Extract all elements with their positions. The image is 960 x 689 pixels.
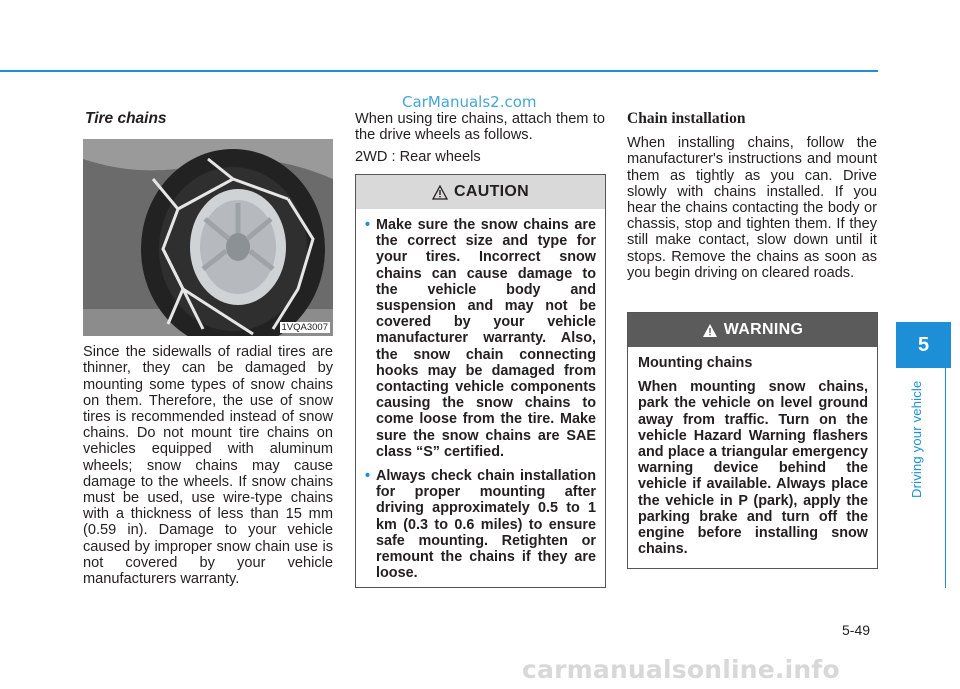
- top-rule: [0, 70, 878, 72]
- caution-triangle-icon: [432, 185, 448, 200]
- tire-chain-illustration: [83, 139, 333, 336]
- right-column: [627, 111, 877, 281]
- tire-chains-body: Since the sidewalls of radial tires are thinner, they can be damaged by mounting some types of snow chains on them. Therefore, the use of snow tires is recommended instead of snow chains. Do not mount tire chains on vehicles equipped with aluminum wheels; snow chains may cause damage to the wheels. If snow chains must be used, use wire-type chains with a thickness of less than 15 mm (0.59 in). Damage to your vehicle caused by improper snow chain use is not covered by your vehicle manufacturers warranty.: [83, 344, 333, 588]
- caution-box: [355, 174, 606, 588]
- caution-bullet-text: Always check chain installation for proper mounting after driving approximately 0.5 to 1 km (0.3 to 0.6 miles) to ensure safe mounting. Retighten or remount the chains if they are loose.: [376, 468, 596, 582]
- caution-bullet: [366, 217, 596, 460]
- middle-column: [355, 111, 605, 166]
- chapter-side-rule: [945, 368, 946, 588]
- bullet-dot-icon: •: [365, 468, 371, 485]
- caution-body: [356, 209, 605, 581]
- tire-chain-photo: [83, 139, 333, 336]
- warning-body: [628, 347, 877, 557]
- image-code-label: 1VQA3007: [281, 322, 328, 334]
- chain-installation-body: When installing chains, follow the manufacturer's instructions and mount them as tightly as you can. Drive slowly with chains installed. If you hear the chains contacting the body or chassis, stop and tighten them. If they still make contact, slow down until it stops. Remove the chains as soon as you begin driving on cleared roads.: [627, 135, 877, 281]
- warning-triangle-icon: [702, 323, 718, 338]
- caution-bullet: [366, 468, 596, 581]
- page-number: 5-49: [842, 622, 871, 638]
- caution-bullet-text: Make sure the snow chains are the correct size and type for your tires. Incorrect snow chains can cause damage to the vehicle body and suspension and may not be covered by your vehicle manufacturer warranty. Also, the snow chain connecting hooks may be damaged from contacting vehicle components causing the snow chains to come loose from the tire. Make sure the snow chains are SAE class “S” certified.: [376, 217, 596, 460]
- section-title-tire-chains: Tire chains: [85, 110, 167, 127]
- warning-header: [628, 313, 877, 347]
- caution-header: [356, 175, 605, 209]
- chains-intro-text: When using tire chains, attach them to the drive wheels as follows.: [355, 111, 605, 144]
- bullet-dot-icon: •: [365, 217, 371, 233]
- warning-box: [627, 312, 878, 569]
- warning-subtitle: Mounting chains: [638, 355, 753, 371]
- caution-title: CAUTION: [454, 183, 529, 200]
- chapter-title-vertical: Driving your vehicle: [909, 380, 924, 498]
- drive-wheels-text: 2WD : Rear wheels: [355, 149, 481, 166]
- watermark-text[interactable]: CarManuals2.com: [402, 93, 537, 111]
- left-column: [83, 111, 333, 587]
- section-title-chain-installation: Chain installation: [627, 110, 746, 127]
- warning-title: WARNING: [723, 321, 804, 338]
- footer-watermark[interactable]: carmanualsonline.info: [522, 655, 840, 684]
- chapter-tab[interactable]: 5: [896, 322, 951, 368]
- warning-text: When mounting snow chains, park the vehicle on level ground away from traffic. Turn on the vehicle Hazard Warning flashers and place a triangular emergency warning device behind the vehicle if available. Always place the vehicle in P (park), apply the parking brake and turn off the engine before installing snow chains.: [638, 379, 868, 558]
